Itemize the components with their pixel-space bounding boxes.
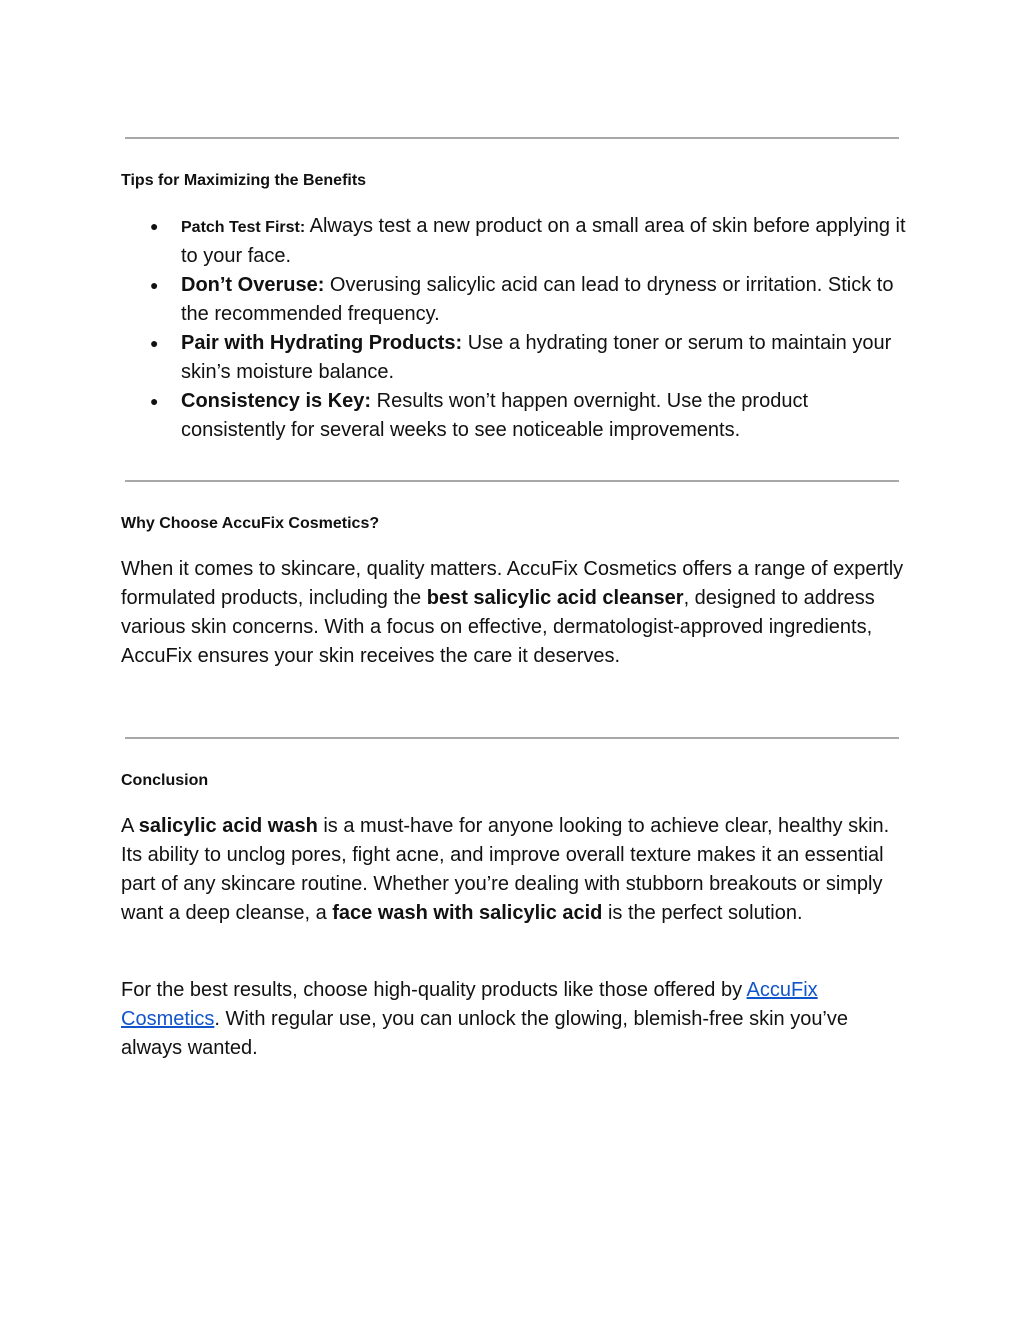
conclusion-paragraph-2 — [121, 976, 911, 1063]
conclusion-text-2: is a must-have for anyone looking to achieve clear, healthy skin. Its ability to unclog pores, fight acne, and improve overall texture makes it an essential part of any skincare routine. Whether you’re dealing with stubborn breakouts or simply want a deep cleanse, a — [121, 815, 890, 924]
tip-lead: Patch Test First: — [181, 219, 306, 236]
tips-list — [121, 212, 911, 445]
conclusion-heading: Conclusion — [121, 772, 209, 789]
why-text-2: , designed to address various skin concerns. With a focus on effective, dermatologist-approved ingredients, AccuFix ensures your skin receives the care it deserves. — [121, 587, 875, 667]
tip-lead: Don’t Overuse: — [181, 274, 325, 296]
why-bold-keyword: best salicylic acid cleanser — [426, 587, 684, 609]
tip-text: Always test a new product on a small area of skin before applying it to your face. — [181, 215, 906, 267]
why-text-1: When it comes to skincare, quality matters. AccuFix Cosmetics offers a range of expertly formulated products, including the — [121, 558, 904, 609]
tip-text: Use a hydrating toner or serum to maintain your skin’s moisture balance. — [181, 332, 892, 383]
tip-text: Overusing salicylic acid can lead to dryness or irritation. Stick to the recommended frequency. — [181, 274, 894, 325]
conclusion-bold-keyword-2: face wash with salicylic acid — [332, 902, 603, 924]
conclusion-text-4: For the best results, choose high-quality products like those offered by — [121, 979, 747, 1001]
tip-text: Results won’t happen overnight. Use the product consistently for several weeks to see noticeable improvements. — [181, 390, 809, 441]
bullet-dot-icon: ● — [150, 277, 159, 293]
tips-heading: Tips for Maximizing the Benefits — [121, 172, 367, 189]
divider-bottom — [125, 737, 899, 739]
tip-lead: Pair with Hydrating Products: — [181, 332, 463, 354]
conclusion-text-5: . With regular use, you can unlock the glowing, blemish-free skin you’ve always wanted. — [121, 1008, 849, 1059]
list-item — [121, 387, 911, 445]
conclusion-bold-keyword-1: salicylic acid wash — [138, 815, 318, 837]
bullet-dot-icon: ● — [150, 335, 159, 351]
list-item — [121, 329, 911, 387]
tip-lead: Consistency is Key: — [181, 390, 372, 412]
accufix-cosmetics-link[interactable]: AccuFix Cosmetics — [121, 979, 818, 1030]
conclusion-paragraph-1 — [121, 812, 911, 928]
list-item — [121, 212, 911, 271]
bullet-dot-icon: ● — [150, 393, 159, 409]
why-heading: Why Choose AccuFix Cosmetics? — [121, 515, 380, 532]
divider-top — [125, 137, 899, 139]
why-paragraph — [121, 555, 911, 671]
conclusion-text-1: A — [121, 815, 139, 837]
conclusion-text-3: is the perfect solution. — [602, 902, 803, 924]
list-item — [121, 271, 911, 329]
bullet-dot-icon: ● — [150, 218, 159, 234]
divider-middle — [125, 480, 899, 482]
